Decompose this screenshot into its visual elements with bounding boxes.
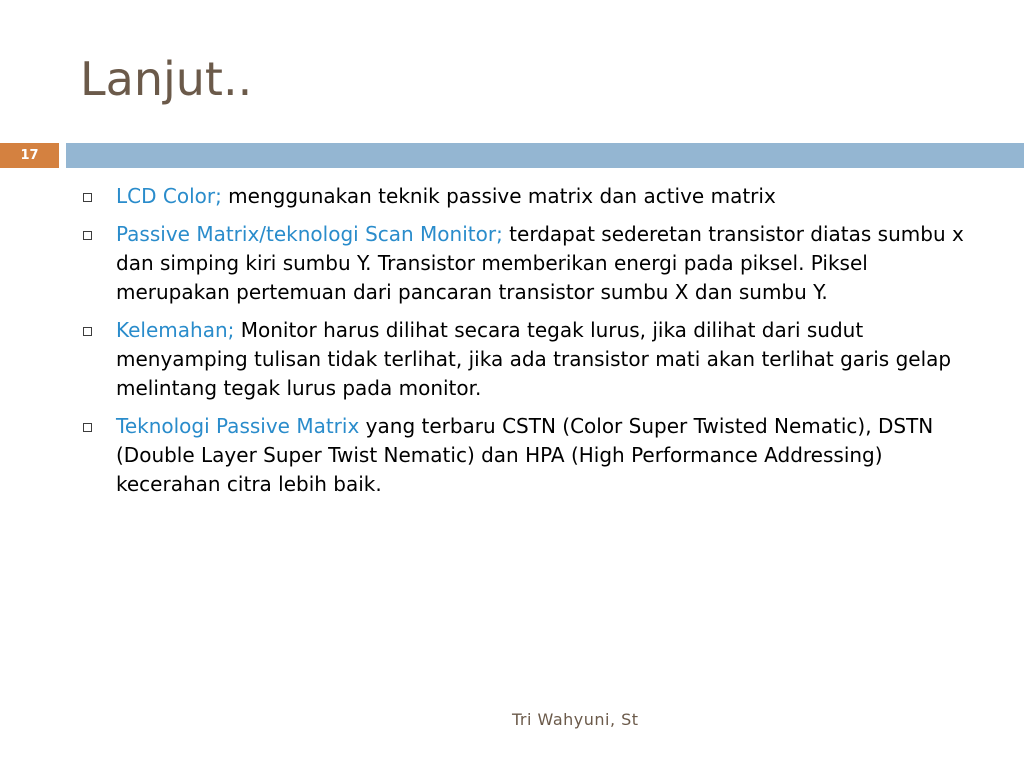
bullet-text: menggunakan teknik passive matrix dan active matrix bbox=[221, 184, 776, 208]
bullet-item-passive-matrix bbox=[80, 220, 970, 307]
bullet-highlight: Kelemahan; bbox=[116, 318, 235, 342]
slide-number-badge bbox=[0, 143, 59, 168]
bullet-item-lcd-color bbox=[80, 182, 970, 211]
bullet-highlight: Teknologi Passive Matrix bbox=[116, 414, 360, 438]
header-band bbox=[66, 143, 1024, 168]
bullet-item-kelemahan bbox=[80, 316, 970, 403]
bullet-item-teknologi-passive-matrix bbox=[80, 412, 970, 499]
bullet-list bbox=[80, 182, 970, 508]
bullet-highlight: Passive Matrix/teknologi Scan Monitor; bbox=[116, 222, 503, 246]
bullet-highlight: LCD Color; bbox=[116, 184, 222, 208]
square-bullet-icon bbox=[83, 327, 92, 336]
square-bullet-icon bbox=[83, 423, 92, 432]
bullet-text: terdapat sederetan transistor diatas sumbu x dan simping kiri sumbu Y. Transistor memberikan energi pada piksel. Piksel merupakan pertemuan dari pancaran transistor sumbu X dan sumbu Y. bbox=[116, 222, 964, 304]
slide-number: 17 bbox=[20, 148, 39, 163]
square-bullet-icon bbox=[83, 193, 92, 202]
slide-title: Lanjut.. bbox=[80, 52, 253, 106]
footer-author: Tri Wahyuni, St bbox=[512, 710, 639, 729]
bullet-text: yang terbaru CSTN (Color Super Twisted Nematic), DSTN (Double Layer Super Twist Nematic) dan HPA (High Performance Addressing) kecerahan citra lebih baik. bbox=[116, 414, 934, 496]
square-bullet-icon bbox=[83, 231, 92, 240]
bullet-text: Monitor harus dilihat secara tegak lurus, jika dilihat dari sudut menyamping tulisan tidak terlihat, jika ada transistor mati akan terlihat garis gelap melintang tegak lurus pada monitor. bbox=[116, 318, 952, 400]
